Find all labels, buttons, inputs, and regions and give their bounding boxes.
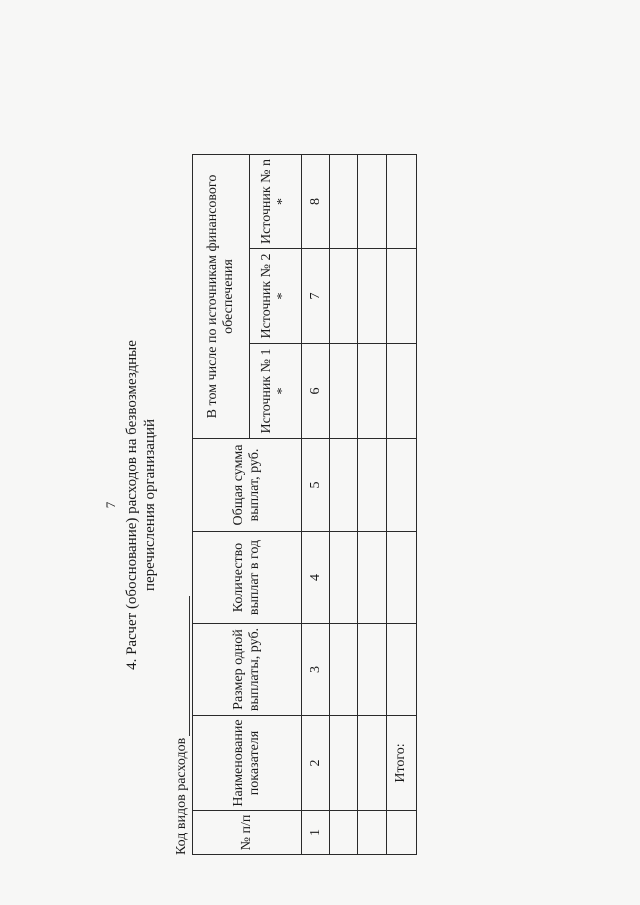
column-number: 7 (301, 249, 329, 344)
column-number: 6 (301, 344, 329, 439)
table-cell (330, 344, 358, 439)
expense-code-label: Код видов расходов (174, 737, 189, 855)
column-number-row (301, 155, 329, 855)
header-source-n: Источник № n * (249, 155, 301, 249)
expense-calculation-table (192, 154, 417, 855)
table-cell (330, 532, 358, 624)
table-cell (386, 344, 416, 439)
total-empty-cell (386, 811, 416, 855)
table-cell (358, 532, 386, 624)
table-cell (386, 532, 416, 624)
table-cell (330, 811, 358, 855)
table-row (358, 155, 386, 855)
table-cell (358, 811, 386, 855)
total-label: Итого: (386, 716, 416, 811)
header-num: № п/п (193, 811, 302, 855)
column-number: 4 (301, 532, 329, 624)
header-total-sum: Общая сумма выплат, руб. (193, 439, 302, 532)
header-source-2: Источник № 2 * (249, 249, 301, 344)
table-cell (358, 716, 386, 811)
table-cell (330, 624, 358, 716)
column-number: 8 (301, 155, 329, 249)
table-row (330, 155, 358, 855)
column-number: 2 (301, 716, 329, 811)
column-number: 1 (301, 811, 329, 855)
header-payment-count: Количество выплат в год (193, 532, 302, 624)
section-title (123, 155, 159, 855)
rotated-page-content (95, 155, 409, 855)
table-cell (330, 155, 358, 249)
expense-code-field (174, 596, 190, 855)
section-title-line-2: перечисления организаций (142, 418, 158, 592)
column-number: 5 (301, 439, 329, 532)
header-sources-group: В том числе по источникам финансового обеспечения (193, 155, 250, 439)
table-cell (358, 624, 386, 716)
page-number: 7 (103, 501, 118, 509)
table-cell (358, 155, 386, 249)
table-cell (330, 716, 358, 811)
header-source-1: Источник № 1 * (249, 344, 301, 439)
table-cell (386, 249, 416, 344)
table-cell (386, 155, 416, 249)
column-number: 3 (301, 624, 329, 716)
table-cell (386, 439, 416, 532)
table-cell (330, 439, 358, 532)
table-cell (358, 344, 386, 439)
table-cell (358, 249, 386, 344)
header-name: Наименование показателя (193, 716, 302, 811)
table-cell (386, 624, 416, 716)
section-title-line-1: 4. Расчет (обоснование) расходов на безвозмездные (124, 340, 140, 670)
table-cell (358, 439, 386, 532)
expense-code-blank-line (175, 596, 190, 736)
total-row (386, 155, 416, 855)
table-header-row-1 (193, 155, 250, 855)
table-cell (330, 249, 358, 344)
header-payment-size: Размер одной выплаты, руб. (193, 624, 302, 716)
